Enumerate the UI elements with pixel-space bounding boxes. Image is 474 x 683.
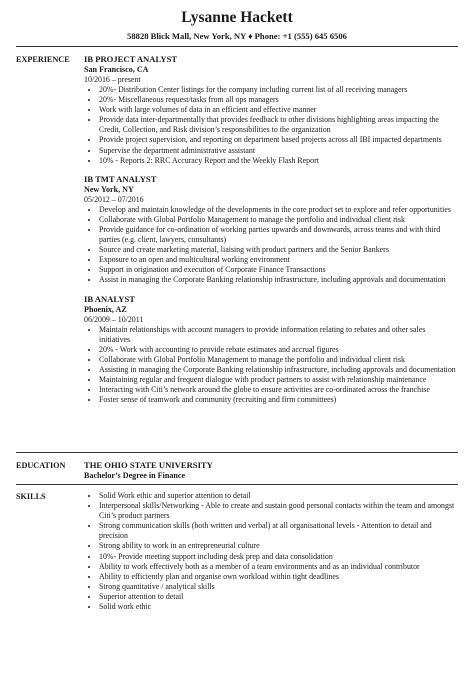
list-item: • Solid work ethic <box>99 602 458 612</box>
job-dates: 05/2012 – 07/2016 <box>84 194 144 204</box>
list-item: • Provide project supervision, and reporting on department based projects across all IBI impacted departments <box>99 135 458 145</box>
list-item: • Interacting with Citi’s network around the globe to ensure activities are co-ordinated across the franchise <box>99 385 458 395</box>
list-item: • Assist in managing the Corporate Banking relationship infrastructure, including approvals and documentation <box>99 275 458 285</box>
education-heading: EDUCATION <box>16 461 66 470</box>
job-entry <box>84 174 458 286</box>
header-divider <box>16 46 458 47</box>
candidate-name: Lysanne Hackett <box>181 9 293 26</box>
list-item: • 20%- Miscellaneous request/tasks from all ops managers <box>99 95 458 105</box>
list-item: • Provide data inter-departmentally that provides feedback to other divisions highlighting areas impacting the Credit, Collection, and Risk division’s responsibilities to the organization <box>99 115 458 135</box>
list-item: • Develop and maintain knowledge of the developments in the core product set to explore and refer opportunities <box>99 205 458 215</box>
job-bullets <box>84 85 458 166</box>
job-entry <box>84 294 458 406</box>
list-item: • 10% - Reports 2: RRC Accuracy Report and the Weekly Flash Report <box>99 156 458 166</box>
contact-info: 58828 Blick Mall, New York, NY ♦ Phone: +1 (555) 645 6506 <box>127 31 347 41</box>
list-item: • Maintaining regular and frequent dialogue with product partners to assist with relationship maintenance <box>99 375 458 385</box>
list-item: • Interpersonal skills/Networking - Able to create and sustain good personal contacts within the team and amongst Citi’s product partners <box>99 501 458 521</box>
list-item: • Provide guidance for co-ordination of working parties upwards and downwards, across teams and with third parties (e.g. client, lawyers, consultants) <box>99 225 458 245</box>
education-section <box>16 460 458 481</box>
degree: Bachelor’s Degree in Finance <box>84 471 186 480</box>
list-item: • 20% - Work with accounting to provide rebate estimates and accrual figures <box>99 345 458 355</box>
list-item: • Collaborate with Global Portfolio Management to manage the portfolio and individual client risk <box>99 215 458 225</box>
job-location: New York, NY <box>84 184 134 194</box>
list-item: • 10%- Provide meeting support including desk prep and data consolidation <box>99 552 458 562</box>
experience-divider <box>16 452 458 453</box>
skills-list <box>84 491 458 612</box>
list-item: • Source and create marketing material, liaising with product partners and the Senior Bankers <box>99 245 458 255</box>
skills-heading: SKILLS <box>16 492 46 501</box>
list-item: • Work with large volumes of data in an efficient and effective manner <box>99 105 458 115</box>
job-title: IB ANALYST <box>84 293 136 304</box>
list-item: • Ability to efficiently plan and organise own workload within tight deadlines <box>99 572 458 582</box>
skills-section <box>16 491 458 612</box>
list-item: • Collaborate with Global Portfolio Management to manage the portfolio and individual client risk <box>99 355 458 365</box>
school-name: THE OHIO STATE UNIVERSITY <box>84 460 213 470</box>
list-item: • Superior attention to detail <box>99 592 458 602</box>
job-dates: 10/2016 – present <box>84 75 141 84</box>
job-bullets <box>84 205 458 286</box>
list-item: • Support in origination and execution of Corporate Finance Transactions <box>99 265 458 275</box>
experience-section <box>16 54 458 413</box>
resume-header <box>0 8 474 42</box>
job-entry <box>84 54 458 166</box>
list-item: • Supervise the department administrative assistant <box>99 146 458 156</box>
list-item: • Strong quantitative / analytical skills <box>99 582 458 592</box>
job-title: IB TMT ANALYST <box>84 173 157 184</box>
list-item: • Exposure to an open and multicultural working environment <box>99 255 458 265</box>
job-dates: 06/2009 – 10/2011 <box>84 314 144 324</box>
education-divider <box>16 484 458 485</box>
list-item: • Strong communication skills (both written and verbal) at all organisational levels - Attention to detail and precision <box>99 521 458 541</box>
list-item: • Solid Work ethic and superior attention to detail <box>99 491 458 501</box>
list-item: • Assisting in managing the Corporate Banking relationship infrastructure, including approvals and documentation <box>99 365 458 375</box>
experience-heading: EXPERIENCE <box>16 55 70 64</box>
list-item: • 20%- Distribution Center listings for the company including current list of all receiving managers <box>99 85 458 95</box>
list-item: • Maintain relationships with account managers to provide information relating to rebates and other sales initiatives <box>99 325 458 345</box>
job-location: Phoenix, AZ <box>84 304 127 314</box>
job-bullets <box>84 325 458 406</box>
job-location: San Francisco, CA <box>84 65 149 74</box>
job-title: IB PROJECT ANALYST <box>84 54 178 64</box>
list-item: • Foster sense of teamwork and community (recruiting and firm committees) <box>99 395 458 405</box>
list-item: • Ability to work effectively both as a member of a team environments and as an individual contributor <box>99 562 458 572</box>
list-item: • Strong ability to work in an entrepreneurial culture <box>99 541 458 551</box>
